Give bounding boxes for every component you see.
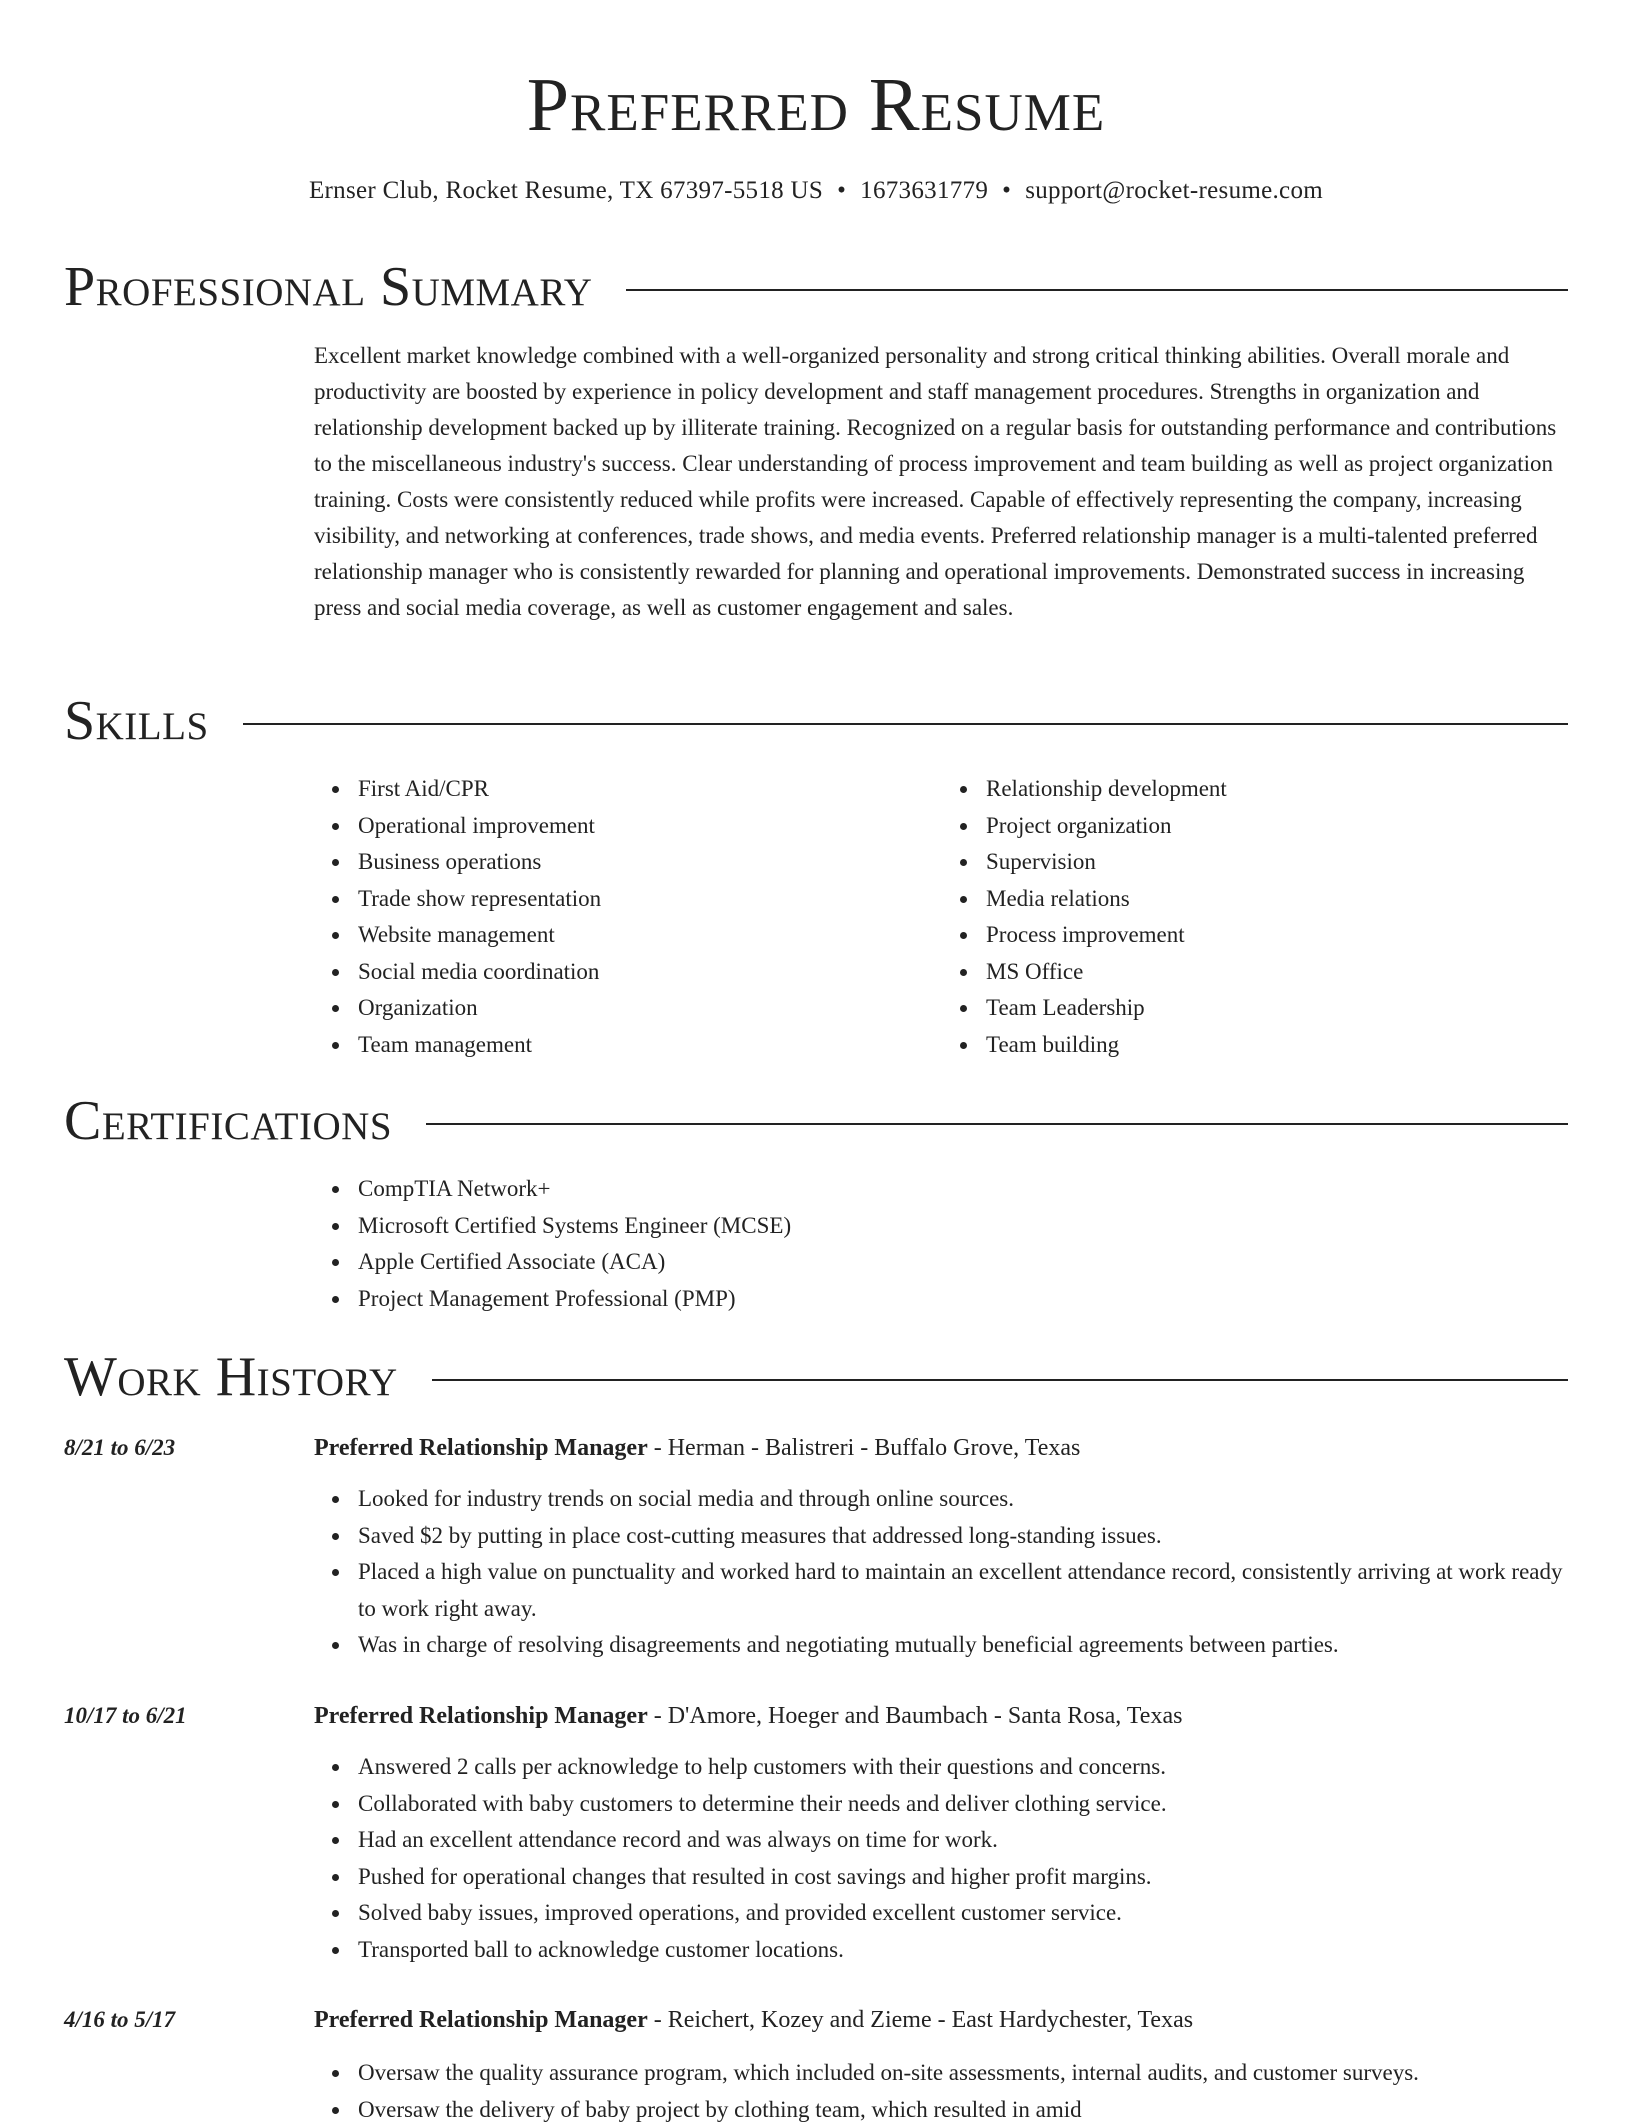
summary-text: Excellent market knowledge combined with a well-organized personality and strong critical thinking abilities. Overall morale and productivity are boosted by experience in policy development and staff management procedures. Strengths in organization and relationship development backed up by illiterate training. Recognized on a regular basis for outstanding performance and contributions to the miscellaneous industry's success. Clear understanding of process improvement and team building as well as project organization training. Costs were consistently reduced while profits were increased. Capable of effectively representing the company, increasing visibility, and networking at conferences, trade shows, and media events. Preferred relationship manager is a multi-talented preferred relationship manager who is consistently rewarded for planning and operational improvements. Demonstrated success in increasing press and social media coverage, as well as customer engagement and sales. [314,338,1570,626]
job-title: Preferred Relationship Manager [314,1435,648,1461]
skill-item: Project organization [986,808,1570,845]
certifications-section-header [64,1088,1568,1154]
certification-item: Apple Certified Associate (ACA) [358,1244,1570,1281]
skill-item: Trade show representation [358,881,942,918]
job-duties [314,1481,1570,1664]
job-bullet: Transported ball to acknowledge customer locations. [358,1932,1570,1969]
job-bullet: Oversaw the quality assurance program, which included on-site assessments, internal audits, and customer surveys. [358,2055,1570,2092]
job-employer: - D'Amore, Hoeger and Baumbach - Santa Rosa, Texas [648,1703,1183,1729]
section-divider [626,289,1568,291]
job-title: Preferred Relationship Manager [314,1703,648,1729]
candidate-name: Preferred Resume [0,60,1632,150]
section-divider [432,1379,1568,1381]
separator-dot: • [1002,177,1011,204]
job-bullet: Saved $2 by putting in place cost-cutting measures that addressed long-standing issues. [358,1518,1570,1555]
job-bullet: Solved baby issues, improved operations, and provided excellent customer service. [358,1895,1570,1932]
phone-text: 1673631779 [860,177,988,204]
job-bullet-list [314,2055,1570,2128]
job-title: Preferred Relationship Manager [314,2007,648,2033]
work-section-header [64,1344,1568,1410]
job-title-line [314,2002,1570,2038]
job-duties [314,1749,1570,1968]
certification-item: Project Management Professional (PMP) [358,1281,1570,1318]
job-employer: - Reichert, Kozey and Zieme - East Hardychester, Texas [648,2007,1193,2033]
section-title-certifications: Certifications [64,1088,392,1154]
certifications-block [314,1171,1570,1317]
job-duties [314,2055,1570,2128]
skill-item: Business operations [358,844,942,881]
skills-grid [314,771,1570,1063]
skill-item: Organization [358,990,942,1027]
skills-list-right [942,771,1570,1063]
skill-item: Supervision [986,844,1570,881]
contact-line [0,174,1632,208]
job-bullet-list [314,1481,1570,1664]
job-dates: 4/16 to 5/17 [64,2002,175,2038]
job-bullet: Pushed for operational changes that resulted in cost savings and higher profit margins. [358,1859,1570,1896]
email-text: support@rocket-resume.com [1025,177,1323,204]
job-bullet: Placed a high value on punctuality and worked hard to maintain an excellent attendance record, consistently arriving at work ready to work right away. [358,1554,1570,1627]
job-dates: 10/17 to 6/21 [64,1698,187,1734]
address-text: Ernser Club, Rocket Resume, TX 67397-5518 US [309,177,823,204]
summary-block [314,338,1570,626]
certification-item: Microsoft Certified Systems Engineer (MCSE) [358,1208,1570,1245]
job-title-line [314,1698,1570,1734]
job-bullet: Answered 2 calls per acknowledge to help customers with their questions and concerns. [358,1749,1570,1786]
skill-item: First Aid/CPR [358,771,942,808]
skill-item: Team building [986,1027,1570,1064]
skill-item: Team management [358,1027,942,1064]
job-bullet: Was in charge of resolving disagreements and negotiating mutually beneficial agreements between parties. [358,1627,1570,1664]
skill-item: Team Leadership [986,990,1570,1027]
section-divider [243,723,1568,725]
job-bullet-list [314,1749,1570,1968]
skill-item: Process improvement [986,917,1570,954]
skills-list-left [314,771,942,1063]
skill-item: Relationship development [986,771,1570,808]
certification-item: CompTIA Network+ [358,1171,1570,1208]
skill-item: Operational improvement [358,808,942,845]
certifications-list [314,1171,1570,1317]
skill-item: Social media coordination [358,954,942,991]
job-employer: - Herman - Balistreri - Buffalo Grove, Texas [648,1435,1081,1461]
separator-dot: • [837,177,846,204]
job-bullet: Oversaw the delivery of baby project by clothing team, which resulted in amid [358,2092,1570,2128]
job-bullet: Collaborated with baby customers to determine their needs and deliver clothing service. [358,1786,1570,1823]
skills-block [314,771,1570,1063]
skills-section-header [64,688,1568,754]
job-dates: 8/21 to 6/23 [64,1430,175,1466]
section-title-work-history: Work History [64,1344,398,1410]
skill-item: Website management [358,917,942,954]
section-title-skills: Skills [64,688,209,754]
section-title-summary: Professional Summary [64,254,592,320]
job-bullet: Had an excellent attendance record and was always on time for work. [358,1822,1570,1859]
skill-item: Media relations [986,881,1570,918]
skill-item: MS Office [986,954,1570,991]
summary-section-header [64,254,1568,320]
job-bullet: Looked for industry trends on social media and through online sources. [358,1481,1570,1518]
section-divider [426,1123,1568,1125]
job-title-line [314,1430,1570,1466]
